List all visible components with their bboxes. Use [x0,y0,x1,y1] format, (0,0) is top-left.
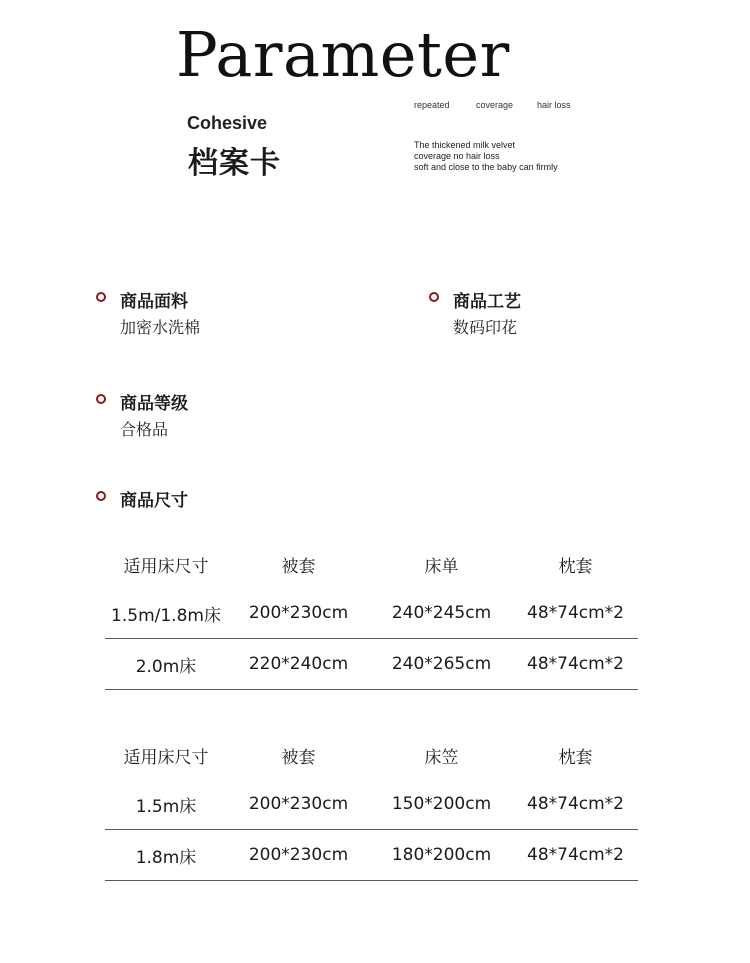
spec-grade-value: 合格品 [120,420,169,439]
table-cell: 200*230cm [248,603,349,623]
table-header-row [105,731,638,779]
table-header-cell: 枕套 [558,747,593,768]
description-line: coverage no hair loss [414,151,500,161]
table-cell: 1.8m床 [135,847,197,868]
table-cell: 150*200cm [391,794,492,814]
table-cell: 48*74cm*2 [527,845,624,865]
table-cell: 220*240cm [248,654,349,674]
table-header-row [105,540,638,588]
table-cell: 2.0m床 [135,656,197,677]
tag-hair-loss: hair loss [537,100,571,110]
table-header-cell: 被套 [281,556,316,577]
description-line: The thickened milk velvet [414,140,516,150]
table-row [105,588,638,639]
table-cell: 48*74cm*2 [527,794,624,814]
table-header-cell: 适用床尺寸 [123,747,209,768]
spec-fabric-label: 商品面料 [120,292,188,312]
spec-craft-label: 商品工艺 [453,292,521,312]
table-cell: 48*74cm*2 [527,654,624,674]
bullet-icon [96,394,106,404]
table-cell: 240*245cm [391,603,492,623]
table-cell: 200*230cm [248,845,349,865]
description-line: soft and close to the baby can firmly [414,162,558,172]
table-header-cell: 床笠 [424,747,459,768]
table-header-cell: 床单 [424,556,459,577]
table-cell: 240*265cm [391,654,492,674]
table-row [105,830,638,881]
table-cell: 1.5m床 [135,796,197,817]
tag-repeated: repeated [414,100,450,110]
page-title: Parameter [176,18,510,91]
spec-size-label: 商品尺寸 [120,491,188,511]
table-cell: 48*74cm*2 [527,603,624,623]
page-subtitle: Cohesive [187,113,268,133]
bullet-icon [96,491,106,501]
table-header-cell: 枕套 [558,556,593,577]
table-cell: 180*200cm [391,845,492,865]
description-block [414,140,558,173]
table-header-cell: 适用床尺寸 [123,556,209,577]
table-row [105,779,638,830]
size-table-duvet-sheet [105,540,638,690]
size-table-duvet-fitted [105,731,638,881]
bullet-icon [96,292,106,302]
page-title-cn: 档案卡 [188,146,281,181]
spec-fabric-value: 加密水洗棉 [120,318,201,337]
table-row [105,639,638,690]
spec-craft-value: 数码印花 [453,318,518,337]
table-header-cell: 被套 [281,747,316,768]
table-cell: 1.5m/1.8m床 [111,605,221,626]
table-cell: 200*230cm [248,794,349,814]
tag-coverage: coverage [476,100,514,110]
bullet-icon [429,292,439,302]
spec-grade-label: 商品等级 [120,394,188,414]
